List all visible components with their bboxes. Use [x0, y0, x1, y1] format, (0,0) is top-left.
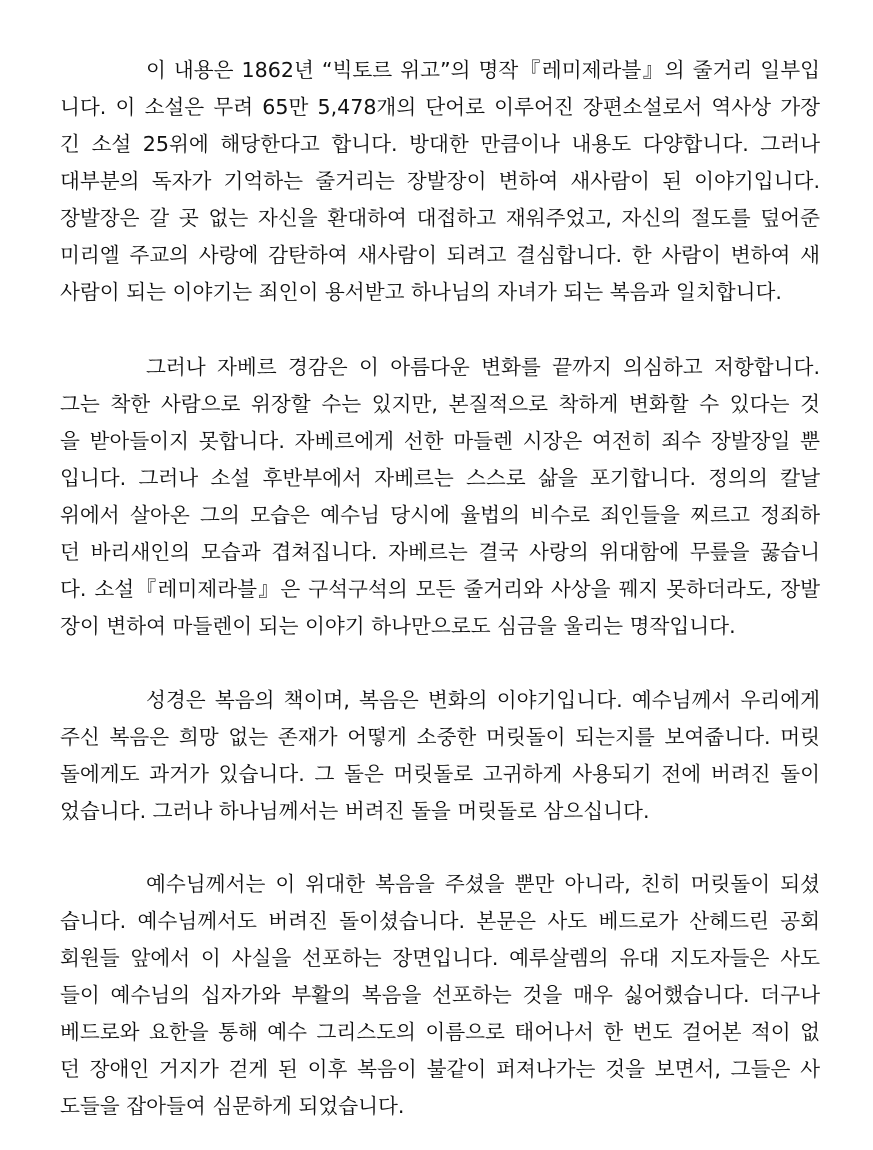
- text-line: 주신 복음은 희망 없는 존재가 어떻게 소중한 머릿돌이 되는지를 보여줍니다. 머릿: [60, 725, 820, 749]
- text-line: 던 바리새인의 모습과 겹쳐집니다. 자베르는 결국 사랑의 위대함에 무릎을 꿇습니: [60, 540, 820, 564]
- text-line: 장발장은 갈 곳 없는 자신을 환대하여 대접하고 재워주었고, 자신의 절도를 덮어준: [60, 206, 820, 230]
- text-line: 그러나 자베르 경감은 이 아름다운 변화를 끝까지 의심하고 저항합니다.: [146, 355, 820, 379]
- text-line: 그는 착한 사람으로 위장할 수는 있지만, 본질적으로 착하게 변화할 수 있다는 것: [60, 392, 820, 416]
- text-line: 이 내용은 1862년 “빅토르 위고”의 명작『레미제라블』의 줄거리 일부입: [146, 58, 820, 82]
- text-line: 들이 예수님의 십자가와 부활의 복음을 선포하는 것을 매우 싫어했습니다. 더구나: [60, 983, 820, 1007]
- text-line: 미리엘 주교의 사랑에 감탄하여 새사람이 되려고 결심합니다. 한 사람이 변하여 새: [60, 243, 820, 267]
- paragraph-2: [60, 349, 820, 645]
- paragraph-1: [60, 52, 820, 311]
- text-line: 성경은 복음의 책이며, 복음은 변화의 이야기입니다. 예수님께서 우리에게: [146, 688, 820, 712]
- text-line: 습니다. 예수님께서도 버려진 돌이셨습니다. 본문은 사도 베드로가 산헤드린 공회: [60, 909, 820, 933]
- text-line: 입니다. 그러나 소설 후반부에서 자베르는 스스로 삶을 포기합니다. 정의의 칼날: [60, 466, 820, 490]
- text-line: 긴 소설 25위에 해당한다고 합니다. 방대한 만큼이나 내용도 다양합니다. 그러나: [60, 132, 820, 156]
- text-line: 다. 소설『레미제라블』은 구석구석의 모든 줄거리와 사상을 꿰지 못하더라도, 장발: [60, 577, 820, 601]
- text-line: 대부분의 독자가 기억하는 줄거리는 장발장이 변하여 새사람이 된 이야기입니다.: [60, 169, 820, 193]
- text-line: 예수님께서는 이 위대한 복음을 주셨을 뿐만 아니라, 친히 머릿돌이 되셨: [146, 872, 820, 896]
- paragraph-3: [60, 682, 820, 830]
- text-line: 던 장애인 거지가 걷게 된 이후 복음이 불같이 퍼져나가는 것을 보면서, 그들은 사: [60, 1057, 820, 1081]
- text-line: 니다. 이 소설은 무려 65만 5,478개의 단어로 이루어진 장편소설로서 역사상 가장: [60, 95, 820, 119]
- text-line: 장이 변하여 마들렌이 되는 이야기 하나만으로도 심금을 울리는 명작입니다.: [60, 614, 736, 638]
- text-line: 을 받아들이지 못합니다. 자베르에게 선한 마들렌 시장은 여전히 죄수 장발장일 뿐: [60, 429, 820, 453]
- text-line: 회원들 앞에서 이 사실을 선포하는 장면입니다. 예루살렘의 유대 지도자들은 사도: [60, 946, 820, 970]
- text-line: 도들을 잡아들여 심문하게 되었습니다.: [60, 1094, 405, 1118]
- text-line: 베드로와 요한을 통해 예수 그리스도의 이름으로 태어나서 한 번도 걸어본 적이 없: [60, 1020, 820, 1044]
- text-line: 사람이 되는 이야기는 죄인이 용서받고 하나님의 자녀가 되는 복음과 일치합니다.: [60, 280, 782, 304]
- paragraph-4: [60, 866, 820, 1125]
- text-line: 위에서 살아온 그의 모습은 예수님 당시에 율법의 비수로 죄인들을 찌르고 정죄하: [60, 503, 820, 527]
- text-line: 돌에게도 과거가 있습니다. 그 돌은 머릿돌로 고귀하게 사용되기 전에 버려진 돌이: [60, 762, 820, 786]
- text-line: 었습니다. 그러나 하나님께서는 버려진 돌을 머릿돌로 삼으십니다.: [60, 799, 650, 823]
